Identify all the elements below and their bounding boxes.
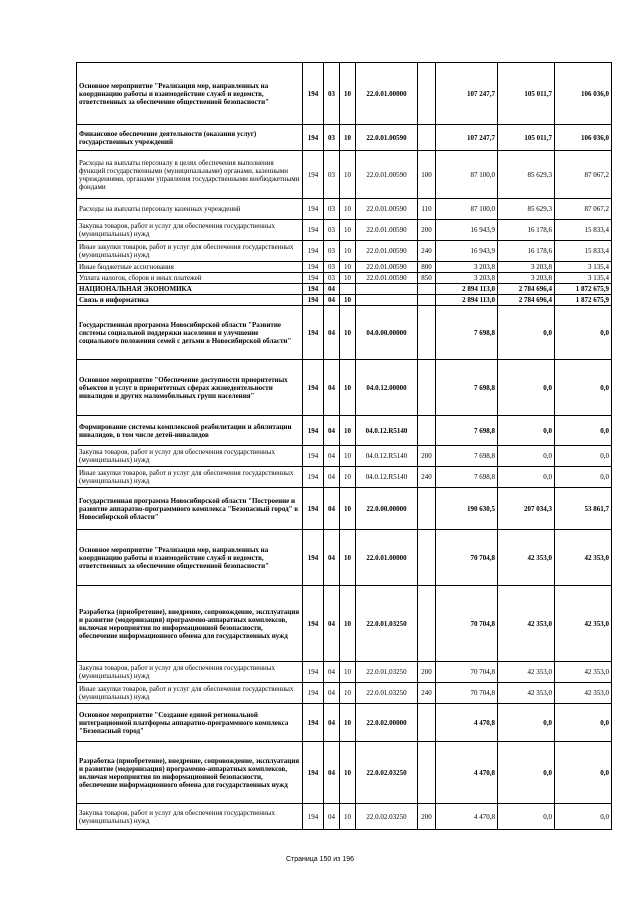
row-sum-2: 3 203,8 <box>498 262 555 273</box>
row-sum-3: 42 353,0 <box>555 586 612 662</box>
row-rz: 04 <box>324 284 340 295</box>
row-sum-2: 85 629,3 <box>498 151 555 199</box>
row-name: Формирование системы комплексной реабилитации и абилитации инвалидов, в том числе детей-инвалидов <box>77 416 303 446</box>
row-sum-1: 2 894 113,0 <box>436 295 498 306</box>
row-csr: 22.0.01.00590 <box>356 125 418 151</box>
row-name: Финансовое обеспечение деятельности (оказания услуг) государственных учреждений <box>77 125 303 151</box>
row-vr: 200 <box>418 220 436 241</box>
row-name: Разработка (приобретение), внедрение, сопровождение, эксплуатация и развитие (модернизация) программно-аппаратных комплексов, включая мероприятия по информационной безопасности, обеспечение информационного обмена для государственных нужд <box>77 586 303 662</box>
row-gr: 194 <box>303 467 324 488</box>
row-vr: 200 <box>418 446 436 467</box>
row-rz: 04 <box>324 530 340 586</box>
row-csr: 22.0.01.00590 <box>356 199 418 220</box>
row-csr: 22.0.01.00000 <box>356 530 418 586</box>
row-sum-3: 87 067,2 <box>555 199 612 220</box>
table-row <box>77 742 612 804</box>
row-csr: 22.0.01.00590 <box>356 262 418 273</box>
row-gr: 194 <box>303 262 324 273</box>
row-rz: 04 <box>324 704 340 742</box>
row-sum-3: 42 353,0 <box>555 662 612 683</box>
row-csr: 22.0.01.00590 <box>356 220 418 241</box>
row-gr: 194 <box>303 199 324 220</box>
row-sum-3: 3 135,4 <box>555 262 612 273</box>
row-csr: 04.0.12.R5140 <box>356 446 418 467</box>
row-name: Основное мероприятие "Реализация мер, направленных на координацию работы и взаимодействие служб и ведомств, ответственных за обеспечение общественной безопасности" <box>77 530 303 586</box>
row-rz: 04 <box>324 804 340 830</box>
table-row <box>77 151 612 199</box>
table-row <box>77 284 612 295</box>
row-gr: 194 <box>303 273 324 284</box>
row-sum-1: 2 894 113,0 <box>436 284 498 295</box>
row-gr: 194 <box>303 284 324 295</box>
row-rz: 04 <box>324 360 340 416</box>
table-row <box>77 241 612 262</box>
row-name: Закупка товаров, работ и услуг для обеспечения государственных (муниципальных) нужд <box>77 446 303 467</box>
row-pr: 10 <box>340 488 356 530</box>
row-gr: 194 <box>303 704 324 742</box>
row-vr: 850 <box>418 273 436 284</box>
row-name: Иные закупки товаров, работ и услуг для обеспечения государственных (муниципальных) нужд <box>77 683 303 704</box>
row-sum-2: 16 178,6 <box>498 241 555 262</box>
row-sum-1: 70 704,8 <box>436 662 498 683</box>
row-rz: 04 <box>324 742 340 804</box>
row-sum-3: 106 036,0 <box>555 63 612 125</box>
row-rz: 04 <box>324 295 340 306</box>
row-rz: 04 <box>324 446 340 467</box>
table-row <box>77 295 612 306</box>
row-csr: 22.0.01.00590 <box>356 241 418 262</box>
row-sum-2: 2 784 696,4 <box>498 284 555 295</box>
row-pr: 10 <box>340 416 356 446</box>
row-sum-2: 3 203,8 <box>498 273 555 284</box>
row-gr: 194 <box>303 488 324 530</box>
row-sum-1: 87 100,0 <box>436 151 498 199</box>
page-footer: Страница 150 из 196 <box>285 856 355 863</box>
row-sum-3: 1 872 675,9 <box>555 284 612 295</box>
row-sum-2: 85 629,3 <box>498 199 555 220</box>
table-row <box>77 488 612 530</box>
row-gr: 194 <box>303 360 324 416</box>
row-name: Основное мероприятие "Обеспечение доступности приоритетных объектов и услуг в приоритетных сферах жизнедеятельности инвалидов и других маломобильных групп населения" <box>77 360 303 416</box>
row-sum-2: 207 034,3 <box>498 488 555 530</box>
row-sum-2: 0,0 <box>498 306 555 360</box>
table-row <box>77 360 612 416</box>
row-sum-2: 105 011,7 <box>498 63 555 125</box>
row-vr: 240 <box>418 467 436 488</box>
row-rz: 04 <box>324 662 340 683</box>
row-vr <box>418 530 436 586</box>
row-rz: 04 <box>324 488 340 530</box>
row-csr: 22.0.02.00000 <box>356 704 418 742</box>
row-name: Иные закупки товаров, работ и услуг для обеспечения государственных (муниципальных) нужд <box>77 241 303 262</box>
row-sum-3: 53 861,7 <box>555 488 612 530</box>
row-gr: 194 <box>303 306 324 360</box>
row-sum-1: 107 247,7 <box>436 125 498 151</box>
row-sum-2: 42 353,0 <box>498 530 555 586</box>
row-sum-1: 7 698,8 <box>436 306 498 360</box>
row-pr: 10 <box>340 125 356 151</box>
row-rz: 04 <box>324 586 340 662</box>
row-pr: 10 <box>340 220 356 241</box>
row-sum-2: 42 353,0 <box>498 683 555 704</box>
row-gr: 194 <box>303 63 324 125</box>
budget-table-sheet <box>76 62 611 830</box>
table-row <box>77 662 612 683</box>
row-csr: 04.0.12.R5140 <box>356 467 418 488</box>
row-sum-2: 105 011,7 <box>498 125 555 151</box>
row-vr <box>418 295 436 306</box>
table-row <box>77 704 612 742</box>
row-sum-3: 0,0 <box>555 804 612 830</box>
row-rz: 03 <box>324 151 340 199</box>
row-csr <box>356 295 418 306</box>
row-name: Иные бюджетные ассигнования <box>77 262 303 273</box>
row-sum-1: 70 704,8 <box>436 530 498 586</box>
row-sum-1: 3 203,8 <box>436 273 498 284</box>
row-sum-3: 0,0 <box>555 467 612 488</box>
row-vr: 240 <box>418 241 436 262</box>
row-name: Закупка товаров, работ и услуг для обеспечения государственных (муниципальных) нужд <box>77 220 303 241</box>
table-row <box>77 586 612 662</box>
row-csr: 22.0.01.00000 <box>356 63 418 125</box>
row-pr: 10 <box>340 241 356 262</box>
table-body <box>77 63 612 830</box>
row-name: Основное мероприятие "Реализация мер, направленных на координацию работы и взаимодействие служб и ведомств, ответственных за обеспечение общественной безопасности" <box>77 63 303 125</box>
row-name: Иные закупки товаров, работ и услуг для обеспечения государственных (муниципальных) нужд <box>77 467 303 488</box>
row-gr: 194 <box>303 125 324 151</box>
row-sum-1: 190 630,5 <box>436 488 498 530</box>
row-gr: 194 <box>303 804 324 830</box>
row-rz: 04 <box>324 306 340 360</box>
row-gr: 194 <box>303 241 324 262</box>
row-sum-2: 2 784 696,4 <box>498 295 555 306</box>
row-gr: 194 <box>303 416 324 446</box>
row-sum-2: 0,0 <box>498 467 555 488</box>
row-sum-1: 16 943,9 <box>436 220 498 241</box>
row-pr <box>340 284 356 295</box>
row-sum-2: 42 353,0 <box>498 662 555 683</box>
row-rz: 03 <box>324 273 340 284</box>
table-row <box>77 804 612 830</box>
row-sum-1: 3 203,8 <box>436 262 498 273</box>
row-rz: 04 <box>324 416 340 446</box>
row-vr: 200 <box>418 804 436 830</box>
row-vr <box>418 63 436 125</box>
row-sum-1: 4 470,8 <box>436 742 498 804</box>
row-pr: 10 <box>340 683 356 704</box>
row-name: Государственная программа Новосибирской области "Построение и развитие аппаратно-программного комплекса "Безопасный город" в Новосибирской области" <box>77 488 303 530</box>
row-sum-3: 15 833,4 <box>555 220 612 241</box>
table-row <box>77 416 612 446</box>
row-name: Расходы на выплаты персоналу казенных учреждений <box>77 199 303 220</box>
table-row <box>77 262 612 273</box>
row-vr <box>418 488 436 530</box>
row-csr: 22.0.02.03250 <box>356 804 418 830</box>
table-row <box>77 467 612 488</box>
row-vr <box>418 306 436 360</box>
row-sum-1: 70 704,8 <box>436 683 498 704</box>
row-gr: 194 <box>303 295 324 306</box>
row-pr: 10 <box>340 804 356 830</box>
row-csr <box>356 284 418 295</box>
row-pr: 10 <box>340 360 356 416</box>
row-sum-3: 42 353,0 <box>555 683 612 704</box>
row-pr: 10 <box>340 662 356 683</box>
row-name: Закупка товаров, работ и услуг для обеспечения государственных (муниципальных) нужд <box>77 804 303 830</box>
row-sum-3: 42 353,0 <box>555 530 612 586</box>
row-sum-3: 0,0 <box>555 416 612 446</box>
row-sum-1: 7 698,8 <box>436 446 498 467</box>
row-sum-2: 16 178,6 <box>498 220 555 241</box>
table-row <box>77 63 612 125</box>
budget-table <box>76 62 612 830</box>
row-vr <box>418 416 436 446</box>
row-sum-3: 87 067,2 <box>555 151 612 199</box>
row-vr <box>418 284 436 295</box>
row-pr: 10 <box>340 704 356 742</box>
row-gr: 194 <box>303 530 324 586</box>
row-sum-1: 7 698,8 <box>436 416 498 446</box>
table-row <box>77 125 612 151</box>
row-pr: 10 <box>340 151 356 199</box>
row-vr: 240 <box>418 683 436 704</box>
row-vr <box>418 360 436 416</box>
row-csr: 22.0.01.03250 <box>356 662 418 683</box>
row-csr: 04.0.12.R5140 <box>356 416 418 446</box>
row-gr: 194 <box>303 220 324 241</box>
row-name: Государственная программа Новосибирской области "Развитие системы социальной поддержки населения и улучшение социального положения семей с детьми в Новосибирской области" <box>77 306 303 360</box>
row-name: Уплата налогов, сборов и иных платежей <box>77 273 303 284</box>
row-sum-3: 0,0 <box>555 704 612 742</box>
row-vr: 800 <box>418 262 436 273</box>
row-csr: 22.0.00.00000 <box>356 488 418 530</box>
row-pr: 10 <box>340 306 356 360</box>
table-row <box>77 530 612 586</box>
row-csr: 22.0.01.00590 <box>356 151 418 199</box>
row-pr: 10 <box>340 295 356 306</box>
row-csr: 04.0.12.00000 <box>356 360 418 416</box>
row-sum-3: 0,0 <box>555 742 612 804</box>
row-pr: 10 <box>340 446 356 467</box>
row-rz: 03 <box>324 220 340 241</box>
row-name: Связь и информатика <box>77 295 303 306</box>
row-sum-1: 87 100,0 <box>436 199 498 220</box>
row-sum-2: 0,0 <box>498 360 555 416</box>
row-gr: 194 <box>303 742 324 804</box>
table-row <box>77 446 612 467</box>
row-vr: 100 <box>418 151 436 199</box>
row-sum-3: 0,0 <box>555 446 612 467</box>
row-vr: 200 <box>418 662 436 683</box>
table-row <box>77 273 612 284</box>
row-sum-1: 7 698,8 <box>436 360 498 416</box>
row-gr: 194 <box>303 683 324 704</box>
row-csr: 22.0.01.03250 <box>356 586 418 662</box>
row-rz: 03 <box>324 125 340 151</box>
row-sum-2: 0,0 <box>498 446 555 467</box>
row-sum-3: 0,0 <box>555 306 612 360</box>
row-rz: 04 <box>324 683 340 704</box>
row-sum-1: 107 247,7 <box>436 63 498 125</box>
row-sum-2: 42 353,0 <box>498 586 555 662</box>
row-pr: 10 <box>340 262 356 273</box>
row-rz: 03 <box>324 241 340 262</box>
row-sum-2: 0,0 <box>498 804 555 830</box>
row-pr: 10 <box>340 586 356 662</box>
row-name: Расходы на выплаты персоналу в целях обеспечения выполнения функций государственными (муниципальными) органами, казенными учреждениями, органами управления государственными внебюджетными фондами <box>77 151 303 199</box>
row-name: Основное мероприятие "Создание единой региональной интеграционной платформы аппаратно-программного комплекса "Безопасный город" <box>77 704 303 742</box>
row-sum-3: 1 872 675,9 <box>555 295 612 306</box>
row-sum-1: 4 470,8 <box>436 804 498 830</box>
row-gr: 194 <box>303 662 324 683</box>
row-sum-1: 70 704,8 <box>436 586 498 662</box>
row-pr: 10 <box>340 742 356 804</box>
row-sum-1: 4 470,8 <box>436 704 498 742</box>
row-sum-3: 106 036,0 <box>555 125 612 151</box>
row-rz: 03 <box>324 63 340 125</box>
row-gr: 194 <box>303 446 324 467</box>
row-vr <box>418 125 436 151</box>
row-csr: 22.0.02.03250 <box>356 742 418 804</box>
row-rz: 03 <box>324 262 340 273</box>
row-vr: 110 <box>418 199 436 220</box>
row-vr <box>418 742 436 804</box>
row-csr: 22.0.01.00590 <box>356 273 418 284</box>
table-row <box>77 683 612 704</box>
row-pr: 10 <box>340 63 356 125</box>
row-sum-2: 0,0 <box>498 742 555 804</box>
row-pr: 10 <box>340 273 356 284</box>
row-sum-3: 3 135,4 <box>555 273 612 284</box>
row-sum-3: 0,0 <box>555 360 612 416</box>
row-name: Закупка товаров, работ и услуг для обеспечения государственных (муниципальных) нужд <box>77 662 303 683</box>
row-pr: 10 <box>340 467 356 488</box>
row-pr: 10 <box>340 530 356 586</box>
row-rz: 03 <box>324 199 340 220</box>
row-gr: 194 <box>303 151 324 199</box>
row-rz: 04 <box>324 467 340 488</box>
row-csr: 04.0.00.00000 <box>356 306 418 360</box>
row-sum-2: 0,0 <box>498 704 555 742</box>
table-row <box>77 199 612 220</box>
table-row <box>77 220 612 241</box>
row-sum-1: 7 698,8 <box>436 467 498 488</box>
row-sum-1: 16 943,9 <box>436 241 498 262</box>
row-name: НАЦИОНАЛЬНАЯ ЭКОНОМИКА <box>77 284 303 295</box>
table-row <box>77 306 612 360</box>
row-pr: 10 <box>340 199 356 220</box>
row-gr: 194 <box>303 586 324 662</box>
row-sum-2: 0,0 <box>498 416 555 446</box>
row-csr: 22.0.01.03250 <box>356 683 418 704</box>
row-sum-3: 15 833,4 <box>555 241 612 262</box>
row-vr <box>418 586 436 662</box>
row-vr <box>418 704 436 742</box>
row-name: Разработка (приобретение), внедрение, сопровождение, эксплуатация и развитие (модернизация) программно-аппаратных комплексов, включая мероприятия по информационной безопасности, обеспечение информационного обмена для государственных нужд <box>77 742 303 804</box>
